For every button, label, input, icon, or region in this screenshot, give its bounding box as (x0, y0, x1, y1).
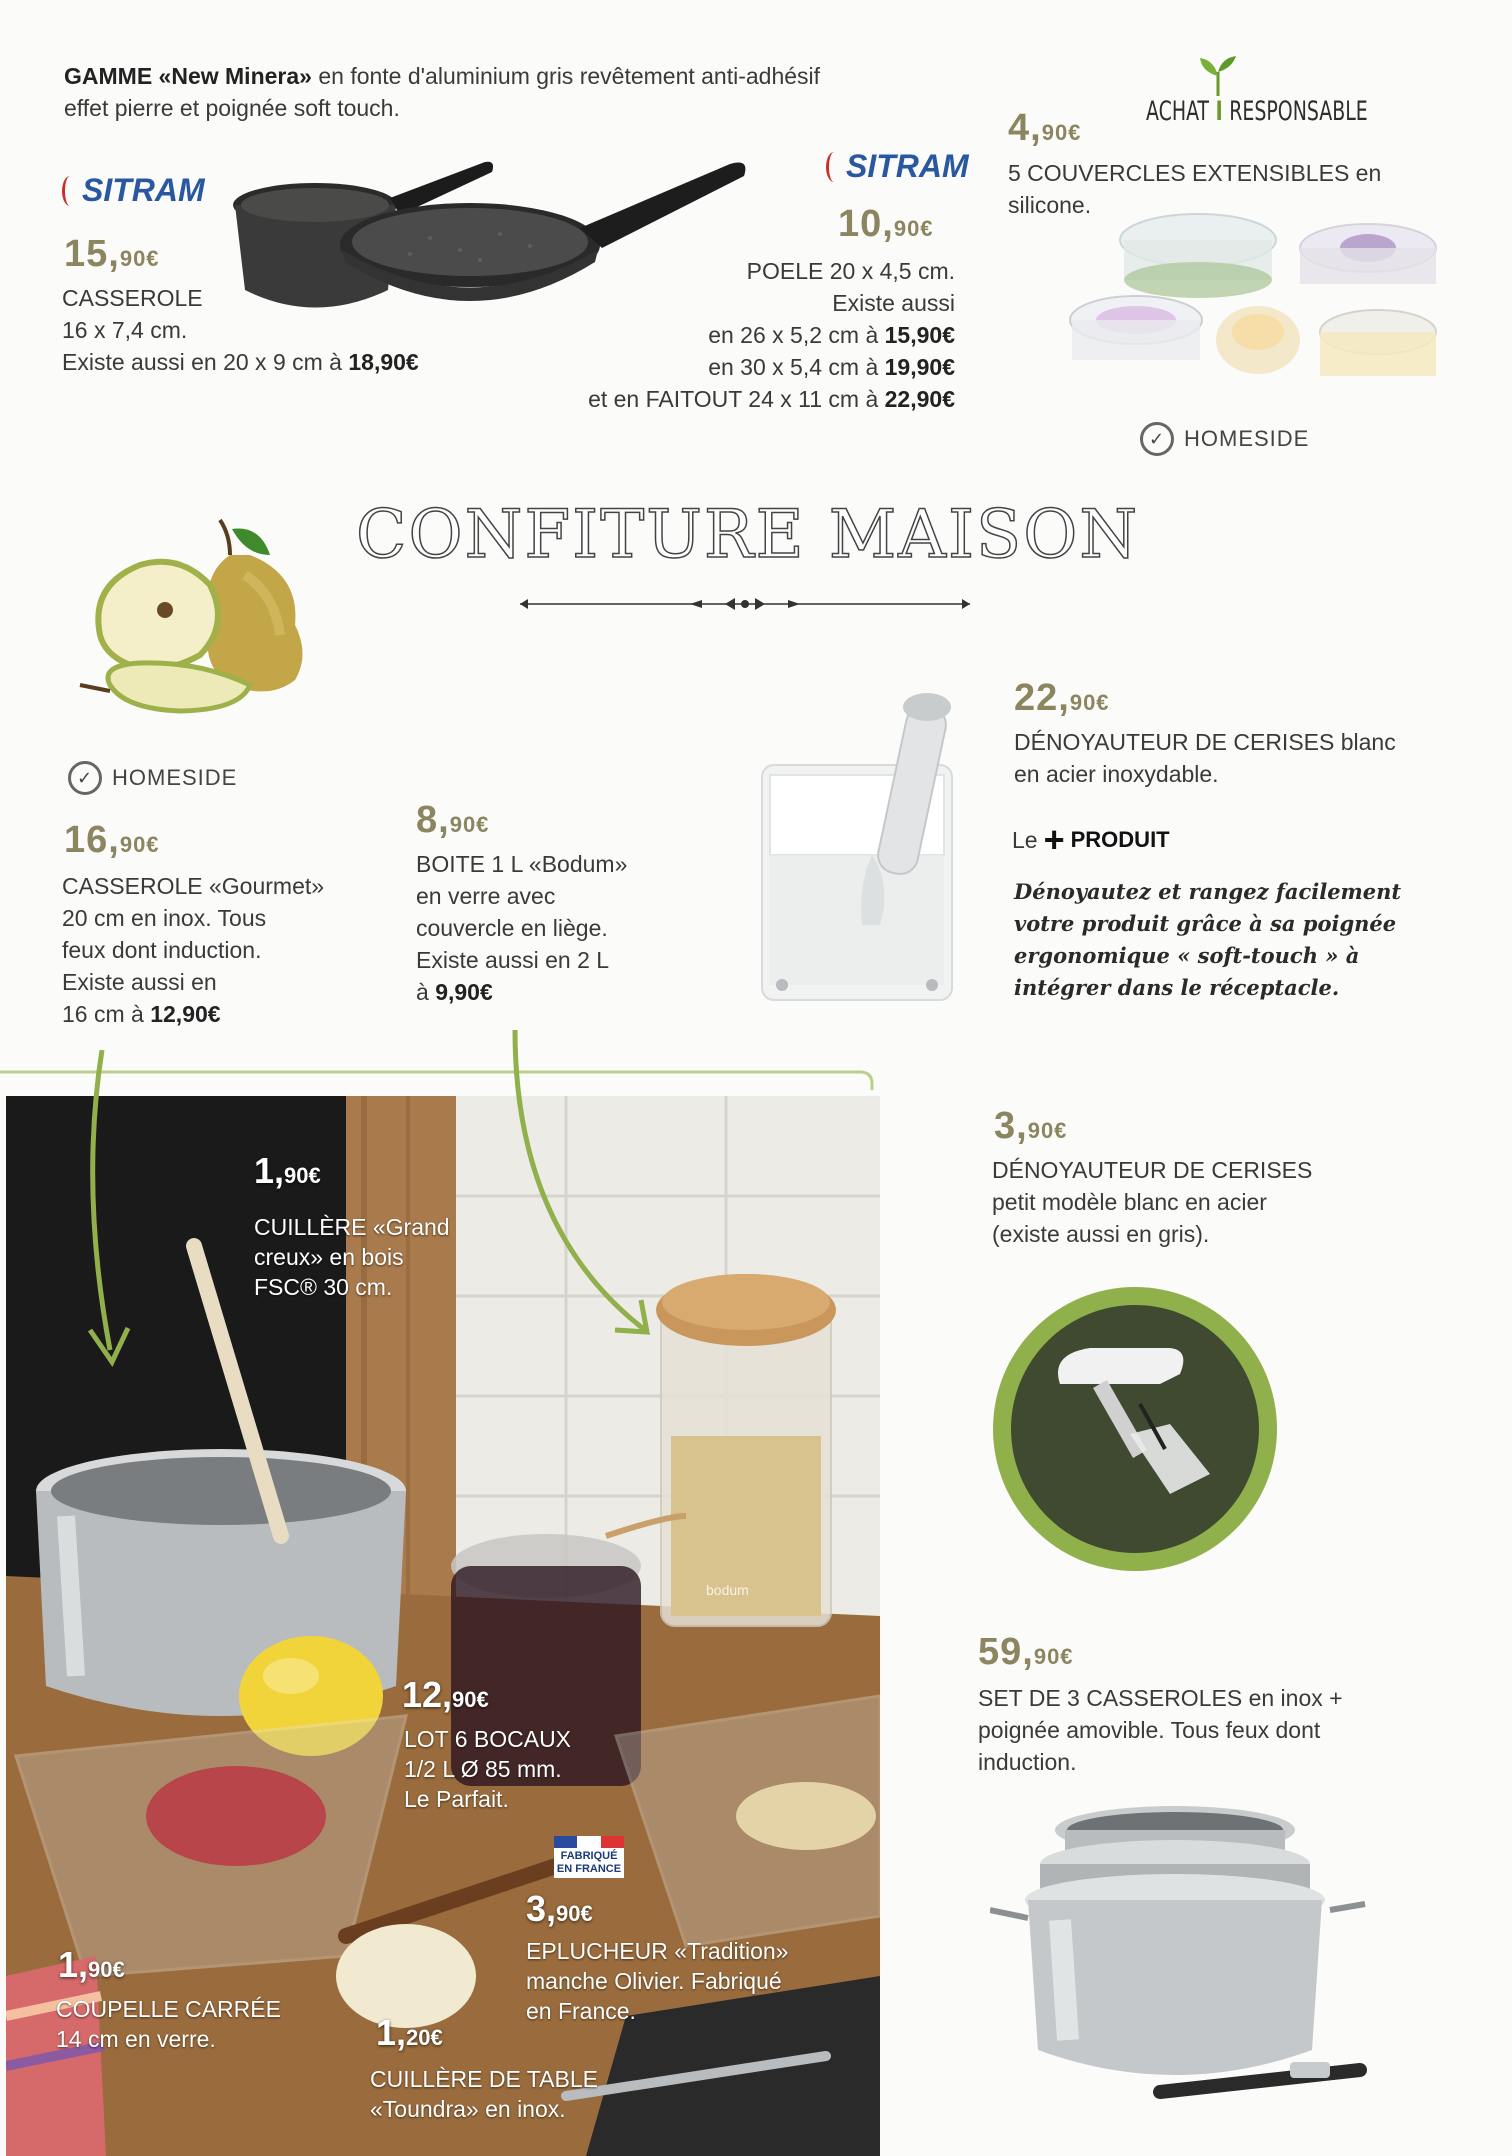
gourmet-desc: CASSEROLE «Gourmet» 20 cm en inox. Tous feux dont induction. Existe aussi en 16 cm à 12,90€ (62, 873, 325, 1027)
poele-name: POELE 20 x 4,5 cm. (746, 258, 955, 284)
homeside-logo-mid: ✓ HOMESIDE (68, 761, 237, 795)
casserole-price: 15,90€ (64, 233, 160, 275)
silicone-lids-image (1068, 200, 1448, 415)
gourmet-price: 16,90€ (64, 819, 160, 861)
poele-price: 10,90€ (838, 203, 934, 245)
section-title: CONFITURE MAISON (356, 496, 1140, 573)
gamme-intro (64, 60, 964, 124)
coupelle-price: 1,90€ (58, 1944, 125, 1985)
plus-icon: + (1043, 819, 1065, 860)
ornament-divider (520, 594, 970, 614)
arrow-icon-gourmet (60, 1050, 140, 1370)
cherry-pitter-image (752, 685, 1002, 1015)
homeside-seal-icon: ✓ (1140, 422, 1174, 456)
set-price: 59,90€ (978, 1631, 1074, 1673)
eplucheur-price: 3,90€ (526, 1888, 593, 1929)
fabrique-en-france-badge: FABRIQUÉ EN FRANCE (554, 1836, 624, 1878)
petit-desc: DÉNOYAUTEUR DE CERISES petit modèle blanc en acier (existe aussi en gris). (992, 1157, 1313, 1247)
responsable-label: RESPONSABLE (1229, 96, 1368, 127)
pears-image (70, 515, 320, 715)
sitram-logo-left: SITRAM (62, 172, 205, 209)
cuillere-table-desc: CUILLÈRE DE TABLE «Toundra» en inox. (370, 2066, 598, 2122)
cuillere-desc: CUILLÈRE «Grand creux» en bois FSC® 30 cm. (254, 1214, 450, 1300)
sitram-logo-right: SITRAM (826, 148, 969, 185)
cuillere-table-price: 1,20€ (376, 2012, 443, 2053)
casserole-name: CASSEROLE (62, 285, 203, 311)
couvercles-price: 4,90€ (1008, 107, 1082, 149)
denoyauteur-desc: DÉNOYAUTEUR DE CERISES blanc en acier inoxydable. (1014, 729, 1396, 787)
bocaux-desc: LOT 6 BOCAUX 1/2 L Ø 85 mm. Le Parfait. (404, 1726, 572, 1812)
le-plus-produit: Le + PRODUIT (1012, 819, 1170, 860)
cuillere-price: 1,90€ (254, 1150, 321, 1191)
denoyauteur-price: 22,90€ (1014, 677, 1110, 719)
boite-price: 8,90€ (416, 799, 490, 841)
bocaux-price: 12,90€ (402, 1674, 489, 1715)
gamme-name: GAMME «New Minera» (64, 63, 312, 89)
casserole-set-image (990, 1800, 1370, 2110)
french-flag-icon (554, 1836, 624, 1848)
achat-label: ACHAT (1146, 96, 1209, 127)
coupelle-desc: COUPELLE CARRÉE 14 cm en verre. (56, 1996, 281, 2052)
poele-desc: POELE 20 x 4,5 cm. Existe aussi en 26 x 5,2 cm à 15,90€ en 30 x 5,4 cm à 19,90€ et en FAITOUT 24 x 11 cm à 22,90€ (440, 255, 955, 415)
petit-price: 3,90€ (994, 1105, 1068, 1147)
casserole-alt-price: 18,90€ (348, 349, 419, 375)
gamme-desc: en fonte d'aluminium gris revêtement anti-adhésif (311, 63, 821, 89)
arrow-icon-boite (505, 1030, 665, 1350)
sitram-arc-icon (62, 176, 78, 206)
casserole-dims: 16 x 7,4 cm. (62, 317, 188, 343)
gamme-desc-line2: effet pierre et poignée soft touch. (64, 95, 400, 121)
casserole-desc: CASSEROLE 16 x 7,4 cm. Existe aussi en 20 x 9 cm à 18,90€ (62, 282, 522, 378)
boite-desc: BOITE 1 L «Bodum» en verre avec couvercle en liège. Existe aussi en 2 L à 9,90€ (416, 851, 628, 1005)
achat-responsable-badge: ACHAT I RESPONSABLE (1146, 54, 1376, 134)
leaf-sprout-icon (1196, 54, 1240, 98)
homeside-logo-top: ✓ HOMESIDE (1140, 422, 1309, 456)
eplucheur-desc: EPLUCHEUR «Tradition» manche Olivier. Fabriqué en France. (526, 1938, 789, 2024)
couvercles-desc: 5 COUVERCLES EXTENSIBLES en silicone. (1008, 160, 1382, 218)
homeside-seal-icon: ✓ (68, 761, 102, 795)
small-pitter-image (990, 1284, 1280, 1574)
set-desc: SET DE 3 CASSEROLES en inox + poignée amovible. Tous feux dont induction. (978, 1685, 1343, 1775)
sitram-arc-icon (826, 152, 842, 182)
denoyauteur-benefit: Dénoyautez et rangez facilement votre produit grâce à sa poignée ergonomique « soft-touch » à intégrer dans le réceptacle. (1014, 879, 1402, 1000)
bodum-jar-label: bodum (706, 1582, 749, 1598)
